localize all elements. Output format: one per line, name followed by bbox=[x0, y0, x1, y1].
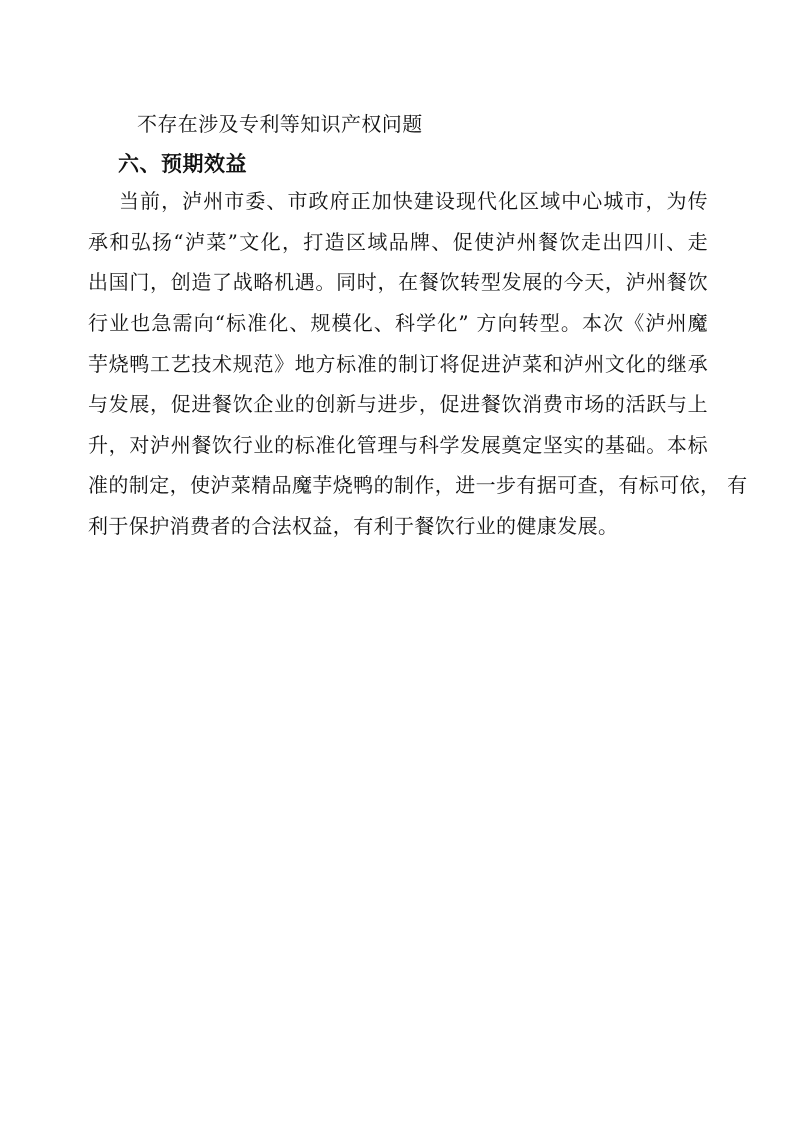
paragraph-line: 行业也急需向“标准化、规模化、科学化” 方向转型。本次《泸州魔 bbox=[88, 311, 708, 335]
section-heading: 六、预期效益 bbox=[118, 152, 247, 176]
paragraph-line: 承和弘扬“泸菜”文化，打造区域品牌、促使泸州餐饮走出四川、走 bbox=[88, 230, 708, 254]
paragraph-line: 与发展，促进餐饮企业的创新与进步，促进餐饮消费市场的活跃与上 bbox=[88, 392, 708, 416]
paragraph-line: 升，对泸州餐饮行业的标准化管理与科学发展奠定坚实的基础。本标 bbox=[88, 433, 708, 457]
intro-line: 不存在涉及专利等知识产权问题 bbox=[137, 112, 423, 136]
paragraph-line: 芋烧鸭工艺技术规范》地方标准的制订将促进泸菜和泸州文化的继承 bbox=[88, 352, 708, 376]
paragraph-line: 出国门，创造了战略机遇。同时，在餐饮转型发展的今天，泸州餐饮 bbox=[88, 270, 708, 294]
paragraph-line: 准的制定，使泸菜精品魔芋烧鸭的制作，进一步有据可查，有标可依， 有 bbox=[88, 473, 748, 497]
paragraph-line: 利于保护消费者的合法权益，有利于餐饮行业的健康发展。 bbox=[88, 514, 619, 538]
paragraph-line: 当前，泸州市委、市政府正加快建设现代化区域中心城市，为传 bbox=[119, 189, 708, 213]
